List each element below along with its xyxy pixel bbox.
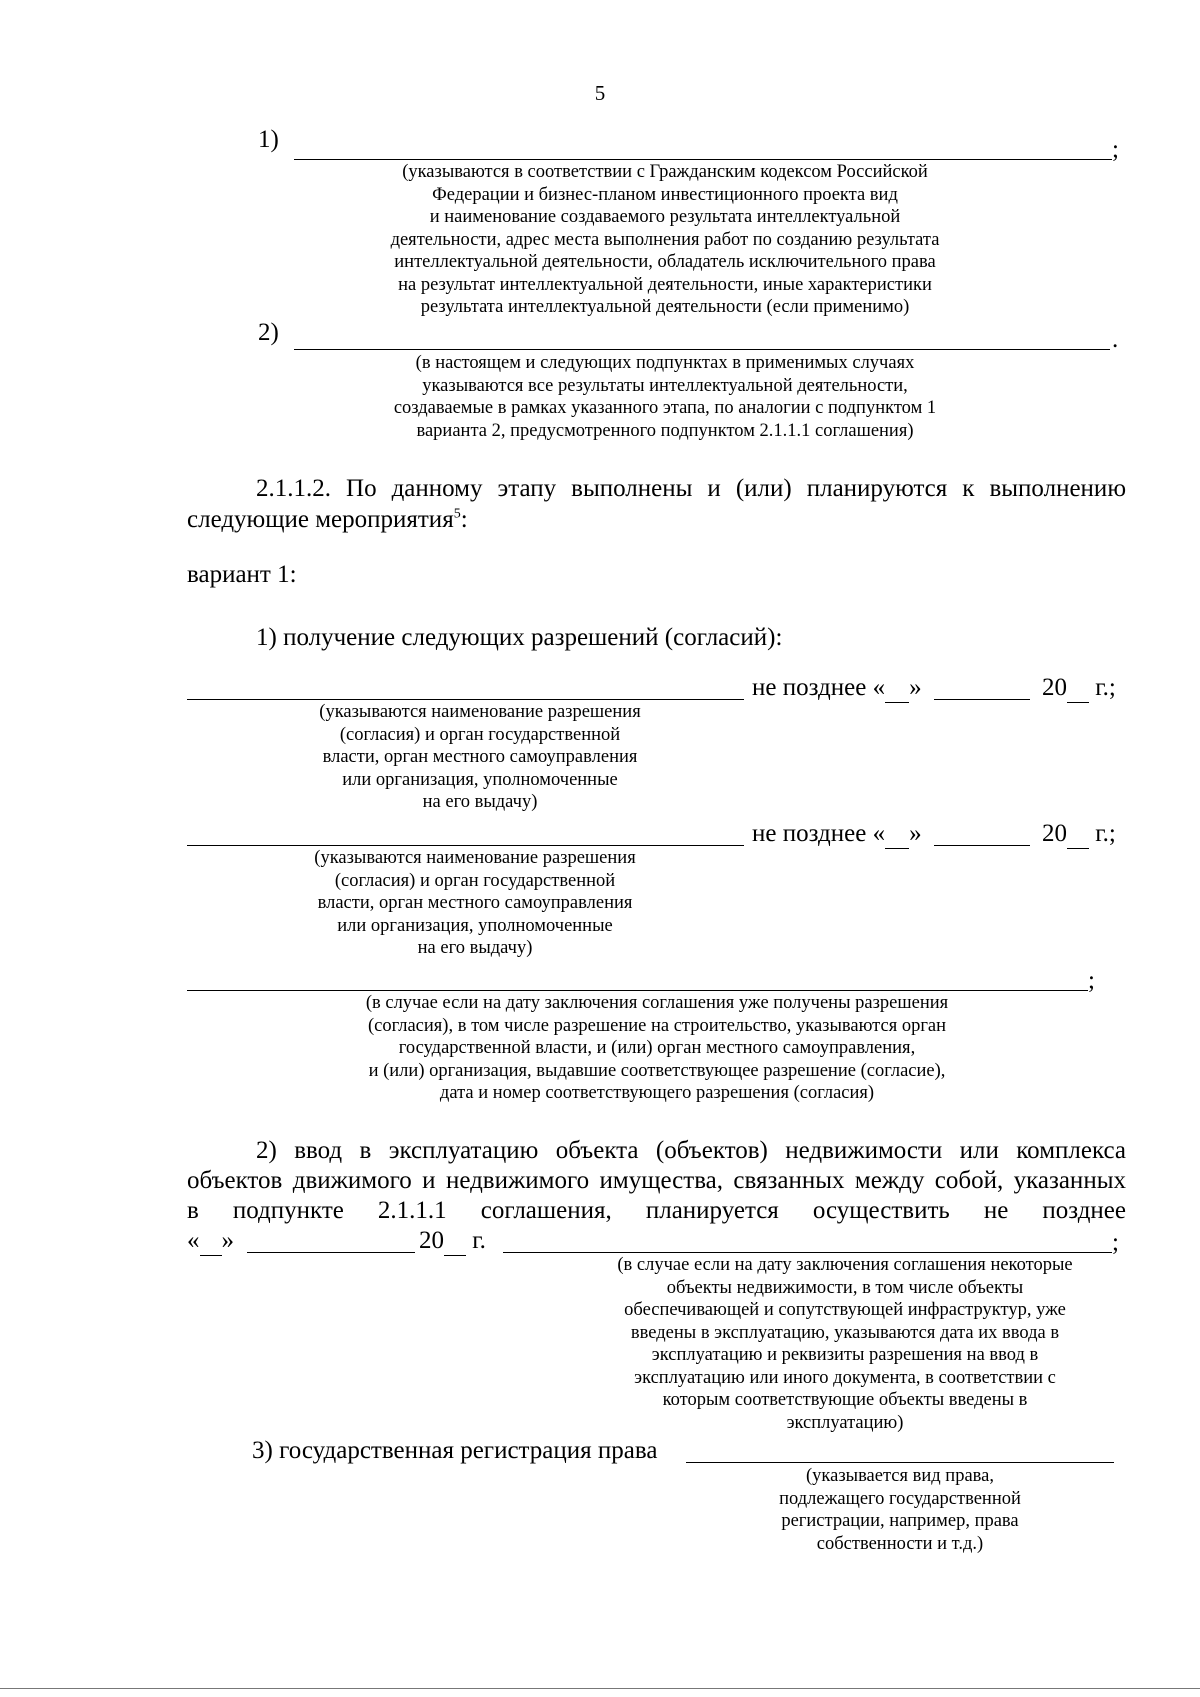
note-line: и (или) организация, выдавшие соответствующее разрешение (согласие),	[368, 1060, 946, 1081]
permit1-month-blank	[934, 699, 1030, 700]
note-line: на его выдачу)	[422, 792, 538, 812]
note-line: власти, орган местного самоуправления	[317, 893, 633, 913]
item2-blank-line	[294, 349, 1110, 350]
note-line: и наименование создаваемого результата интеллектуальной	[429, 207, 901, 227]
permit2-deadline	[752, 819, 922, 849]
obtained-note	[317, 992, 997, 1105]
note-line: результата интеллектуальной деятельности (если применимо)	[420, 297, 910, 317]
note-line: создаваемые в рамках указанного этапа, по аналогии с подпунктом 1	[393, 398, 937, 418]
note-line: на его выдачу)	[417, 938, 533, 958]
deadline-prefix: не позднее «	[752, 820, 886, 847]
note-line: (в случае если на дату заключения соглашения некоторые	[617, 1255, 1073, 1275]
note-line: которым соответствующие объекты введены в	[662, 1390, 1028, 1410]
item2-end-mark: .	[1112, 326, 1119, 353]
note-line: или организация, уполномоченные	[337, 915, 613, 936]
year-prefix: 20	[419, 1227, 444, 1254]
note-line: эксплуатацию или иного документа, в соответствии с	[634, 1367, 1056, 1388]
commissioning-date	[187, 1226, 234, 1256]
permit1-note	[290, 701, 670, 814]
obtained-blank-line	[187, 990, 1088, 991]
permit2-note	[285, 847, 665, 960]
quote-close: »	[221, 1227, 234, 1254]
deadline-quote-close: »	[909, 820, 922, 847]
year-prefix: 20	[1042, 820, 1067, 847]
year-prefix: 20	[1042, 674, 1067, 701]
obtained-end-mark: ;	[1088, 967, 1095, 994]
permit1-deadline	[752, 673, 922, 703]
item1-blank-line	[294, 159, 1112, 160]
permits-heading: 1) получение следующих разрешений (согласий):	[256, 624, 783, 651]
note-line: варианта 2, предусмотренного подпунктом 2.1.1.1 соглашения)	[416, 420, 914, 441]
section-paragraph-line1: 2.1.1.2. По данному этапу выполнены и (или) планируются к выполнению	[256, 475, 1126, 502]
deadline-quote-close: »	[909, 674, 922, 701]
registration-label: 3) государственная регистрация права	[252, 1437, 658, 1464]
note-line: введены в эксплуатацию, указываются дата их ввода в	[630, 1322, 1060, 1343]
permit2-year	[1042, 819, 1116, 849]
commissioning-line2: объектов движимого и недвижимого имущества, связанных между собой, указанных	[187, 1167, 1126, 1194]
year-blank	[1067, 680, 1089, 703]
note-line: регистрации, например, права	[781, 1511, 1019, 1531]
page-number: 5	[594, 81, 606, 105]
permit1-year	[1042, 673, 1116, 703]
note-line: (согласия), в том числе разрешение на строительство, указываются орган	[367, 1015, 947, 1036]
note-line: (указываются наименование разрешения	[314, 848, 636, 868]
note-line: (указывается вид права,	[806, 1466, 994, 1486]
note-line: обеспечивающей и сопутствующей инфраструктур, уже	[624, 1300, 1066, 1320]
note-line: дата и номер соответствующего разрешения (согласия)	[439, 1083, 875, 1103]
note-line: власти, орган местного самоуправления	[322, 747, 638, 767]
note-line: объекты недвижимости, в том числе объекты	[666, 1277, 1024, 1298]
note-line: государственной власти, и (или) орган местного самоуправления,	[398, 1038, 916, 1058]
note-line: (указываются в соответствии с Гражданским кодексом Российской	[402, 162, 928, 182]
day-blank	[885, 826, 909, 849]
commissioning-end-mark: ;	[1112, 1229, 1119, 1256]
commissioning-year	[419, 1226, 486, 1256]
section-paragraph-line2	[187, 505, 468, 535]
year-suffix: г.	[472, 1227, 486, 1254]
item1-note	[355, 161, 975, 319]
section-line2-text: следующие мероприятия	[187, 506, 454, 533]
note-line: (в случае если на дату заключения соглашения уже получены разрешения	[365, 993, 949, 1013]
note-line: на результат интеллектуальной деятельности, иные характеристики	[398, 274, 932, 295]
footnote-ref: 5	[453, 506, 461, 522]
note-line: эксплуатацию)	[786, 1412, 904, 1433]
note-line: собственности и т.д.)	[816, 1533, 984, 1554]
item1-end-mark: ;	[1112, 136, 1119, 163]
day-blank	[885, 680, 909, 703]
commissioning-month-blank	[247, 1252, 415, 1253]
registration-blank-line	[686, 1462, 1114, 1463]
note-line: Федерации и бизнес-планом инвестиционного проекта вид	[432, 184, 898, 205]
note-line: (согласия) и орган государственной	[339, 724, 621, 745]
commissioning-line1: 2) ввод в эксплуатацию объекта (объектов) недвижимости или комплекса	[256, 1137, 1126, 1164]
permit2-month-blank	[934, 845, 1030, 846]
note-line: деятельности, адрес места выполнения работ по созданию результата	[390, 229, 940, 250]
item1-marker: 1)	[258, 126, 279, 153]
variant-label: вариант 1:	[187, 561, 297, 588]
note-line: эксплуатацию и реквизиты разрешения на ввод в	[651, 1345, 1039, 1365]
quote-open: «	[187, 1227, 200, 1254]
note-line: подлежащего государственной	[779, 1488, 1021, 1509]
note-line: (указываются наименование разрешения	[319, 702, 641, 722]
permit2-blank-line	[187, 845, 744, 846]
year-suffix: г.;	[1095, 820, 1116, 847]
note-line: (в настоящем и следующих подпунктах в применимых случаях	[415, 353, 915, 373]
deadline-prefix: не позднее «	[752, 674, 886, 701]
year-blank	[444, 1233, 466, 1256]
item2-marker: 2)	[258, 319, 279, 346]
day-blank	[200, 1233, 222, 1256]
note-line: (согласия) и орган государственной	[334, 870, 616, 891]
commissioning-line3: в подпункте 2.1.1.1 соглашения, планируется осуществить не позднее	[187, 1197, 1126, 1224]
note-line: интеллектуальной деятельности, обладатель исключительного права	[394, 252, 936, 272]
note-line: или организация, уполномоченные	[342, 769, 618, 790]
registration-note	[740, 1465, 1060, 1555]
commissioning-note	[585, 1254, 1105, 1434]
year-blank	[1067, 826, 1089, 849]
page-bottom-rule	[0, 1688, 1200, 1689]
section-line2-end: :	[460, 506, 468, 533]
note-line: указываются все результаты интеллектуальной деятельности,	[422, 375, 908, 396]
year-suffix: г.;	[1095, 674, 1116, 701]
permit1-blank-line	[187, 699, 744, 700]
item2-note	[355, 352, 975, 442]
commissioning-blank-line	[503, 1252, 1112, 1253]
